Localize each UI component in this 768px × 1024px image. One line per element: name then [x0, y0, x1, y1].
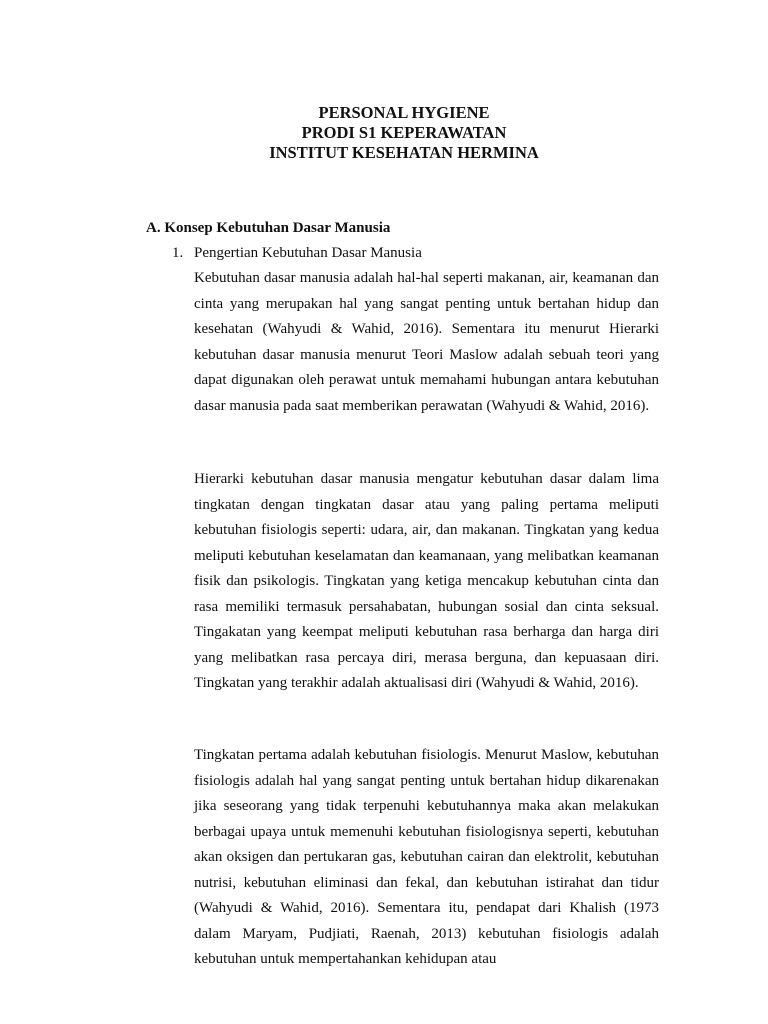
title-line-2: PRODI S1 KEPERAWATAN [301, 123, 507, 142]
subsection-heading [172, 243, 422, 263]
title-line-1: PERSONAL HYGIENE [318, 103, 490, 122]
title-line-3: INSTITUT KESEHATAN HERMINA [269, 143, 539, 162]
subsection-title: Pengertian Kebutuhan Dasar Manusia [194, 245, 422, 261]
paragraph-3: Tingkatan pertama adalah kebutuhan fisiologis. Menurut Maslow, kebutuhan fisiologis adalah hal yang sangat penting untuk bertahan hidup dikarenakan jika seseorang yang tidak terpenuhi kebutuhannya maka akan melakukan berbagai upaya untuk memenuhi kebutuhan fisiologisnya seperti, kebutuhan akan oksigen dan pertukaran gas, kebutuhan cairan dan elektrolit, kebutuhan nutrisi, kebutuhan eliminasi dan fekal, dan kebutuhan istirahat dan tidur (Wahyudi & Wahid, 2016). Sementara itu, pendapat dari Khalish (1973 dalam Maryam, Pudjiati, Raenah, 2013) kebutuhan fisiologis adalah kebutuhan untuk mempertahankan kehidupan atau [194, 747, 659, 967]
section-heading: A. Konsep Kebutuhan Dasar Manusia [146, 220, 391, 236]
subsection-number: 1. [172, 245, 184, 261]
paragraph-2: Hierarki kebutuhan dasar manusia mengatur kebutuhan dasar dalam lima tingkatan dengan tingkatan dasar atau yang paling pertama meliputi kebutuhan fisiologis seperti: udara, air, dan makanan. Tingkatan yang kedua meliputi kebutuhan keselamatan dan keamanaan, yang melibatkan keamanan fisik dan psikologis. Tingkatan yang ketiga mencakup kebutuhan cinta dan rasa memiliki termasuk persahabatan, hubungan sosial dan cinta seksual. Tingakatan yang keempat meliputi kebutuhan rasa berharga dan harga diri yang melibatkan rasa percaya diri, merasa berguna, dan kepuasaan diri. Tingkatan yang terakhir adalah aktualisasi diri (Wahyudi & Wahid, 2016). [194, 471, 659, 691]
document-title [0, 103, 768, 163]
paragraph-1: Kebutuhan dasar manusia adalah hal-hal seperti makanan, air, keamanan dan cinta yang merupakan hal yang sangat penting untuk bertahan hidup dan kesehatan (Wahyudi & Wahid, 2016). Sementara itu menurut Hierarki kebutuhan dasar manusia menurut Teori Maslow adalah sebuah teori yang dapat digunakan oleh perawat untuk memahami hubungan antara kebutuhan dasar manusia pada saat memberikan perawatan (Wahyudi & Wahid, 2016). [194, 270, 659, 414]
